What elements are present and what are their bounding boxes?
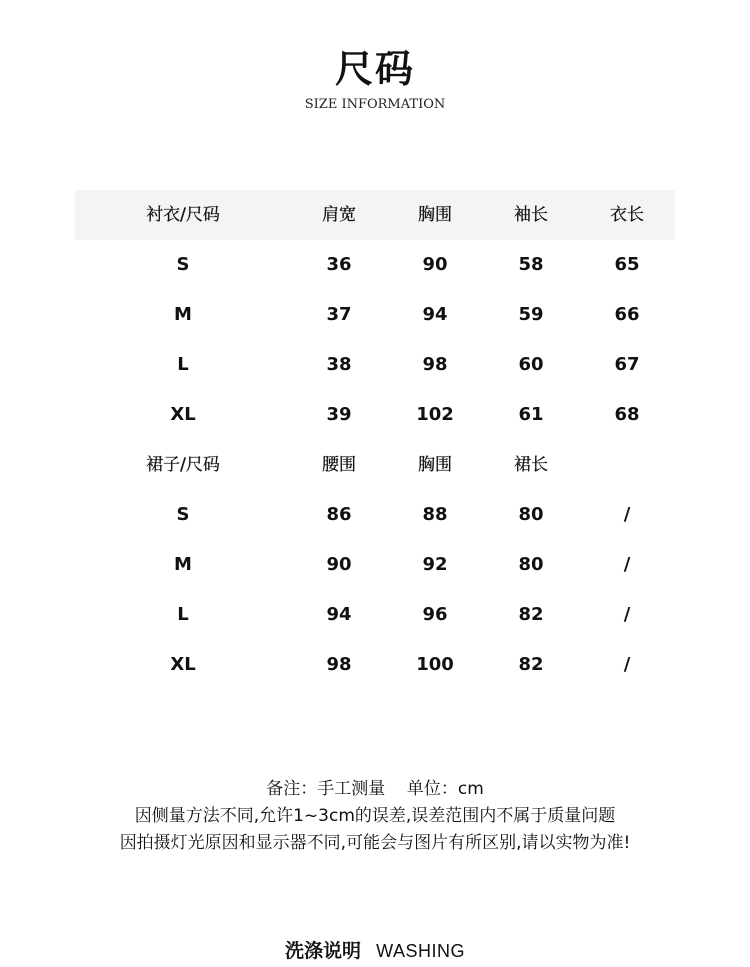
table-header-cell: 衬衣/尺码: [146, 205, 220, 225]
table-header-cell: 袖长: [514, 205, 548, 225]
table-cell: /: [623, 654, 631, 675]
table-cell: /: [623, 604, 631, 625]
table-cell: /: [623, 504, 631, 525]
table-cell: S: [176, 254, 190, 275]
table-cell: 66: [614, 304, 640, 325]
table-header-cell: 裙长: [514, 455, 548, 475]
table-header-cell: 胸围: [418, 455, 452, 475]
table-cell: M: [174, 304, 192, 325]
table-header-cell: 腰围: [322, 455, 356, 475]
table-row: [75, 390, 675, 440]
table-cell: 36: [326, 254, 352, 275]
table-cell: 58: [518, 254, 544, 275]
table-row: [75, 640, 675, 690]
table-cell: 98: [422, 354, 448, 375]
washing-title-en: WASHING: [376, 941, 465, 961]
table-cell: 61: [518, 404, 544, 425]
table-header-cell: 肩宽: [322, 205, 356, 225]
table-cell: 94: [422, 304, 448, 325]
table-cell: 38: [326, 354, 352, 375]
notes-line-measurement: 备注：手工测量 单位：cm: [266, 779, 484, 799]
table-cell: L: [177, 354, 189, 375]
table-cell: 65: [614, 254, 640, 275]
table-cell: 82: [518, 604, 544, 625]
table-cell: XL: [170, 404, 196, 425]
table-row: [75, 490, 675, 540]
shirt-table-header-row: [75, 190, 675, 240]
table-cell: 60: [518, 354, 544, 375]
table-cell: 102: [416, 404, 454, 425]
page-subtitle: SIZE INFORMATION: [304, 97, 446, 112]
table-header-cell: 裙子/尺码: [146, 455, 220, 475]
table-cell: 88: [422, 504, 448, 525]
table-cell: 68: [614, 404, 640, 425]
table-cell: 82: [518, 654, 544, 675]
skirt-table-header-row: [75, 440, 675, 490]
notes-block: [0, 776, 750, 857]
washing-title-cn: 洗涤说明: [285, 940, 362, 962]
table-cell: M: [174, 554, 192, 575]
table-cell: 80: [518, 554, 544, 575]
notes-line-tolerance: 因侧量方法不同,允许1~3cm的误差,误差范围内不属于质量问题: [134, 806, 616, 826]
table-cell: 94: [326, 604, 352, 625]
table-cell: XL: [170, 654, 196, 675]
table-cell: 37: [326, 304, 352, 325]
table-cell: 90: [422, 254, 448, 275]
table-cell: 80: [518, 504, 544, 525]
table-header-cell: 胸围: [418, 205, 452, 225]
table-cell: L: [177, 604, 189, 625]
table-cell: S: [176, 504, 190, 525]
notes-line-disclaimer: 因拍摄灯光原因和显示器不同,可能会与图片有所区别,请以实物为准!: [119, 833, 631, 853]
table-cell: 39: [326, 404, 352, 425]
table-cell: 67: [614, 354, 640, 375]
page-title: 尺码: [334, 47, 415, 91]
table-cell: 92: [422, 554, 448, 575]
table-row: [75, 290, 675, 340]
table-cell: 86: [326, 504, 352, 525]
table-cell: /: [623, 554, 631, 575]
table-cell: 96: [422, 604, 448, 625]
washing-heading: [0, 936, 750, 967]
table-cell: 90: [326, 554, 352, 575]
table-cell: 59: [518, 304, 544, 325]
table-cell: 98: [326, 654, 352, 675]
table-row: [75, 340, 675, 390]
table-cell: 100: [416, 654, 454, 675]
table-row: [75, 540, 675, 590]
table-row: [75, 240, 675, 290]
table-header-cell: 衣长: [610, 205, 644, 225]
table-row: [75, 590, 675, 640]
